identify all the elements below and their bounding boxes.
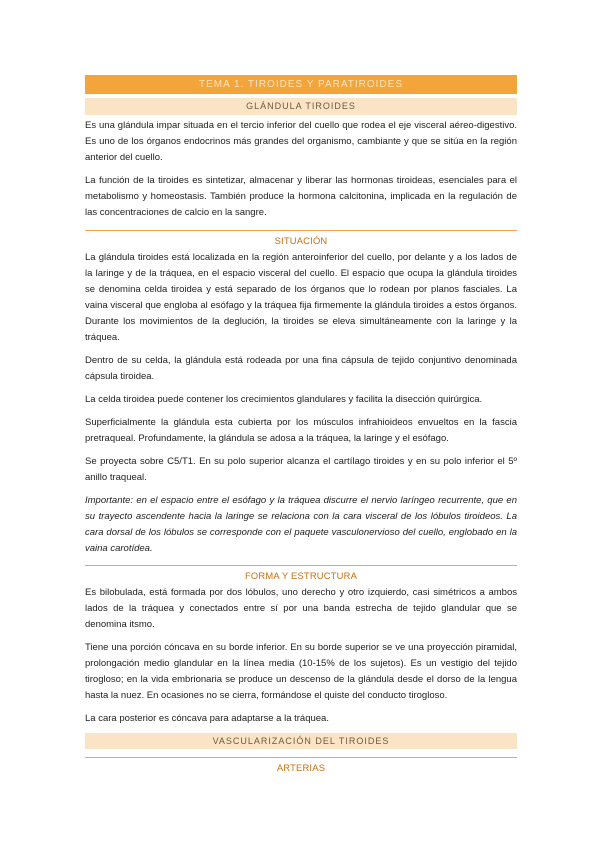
situacion-paragraph-3: La celda tiroidea puede contener los crecimientos glandulares y facilita la disección quirúrgica. [85, 394, 483, 405]
forma-paragraph-1: Es bilobulada, está formada por dos lóbulos, uno derecho y otro izquierdo, casi simétricos a ambos lados de la tráquea y conectados entre sí por una banda estrecha de tejido glandular que se denomina itsmo. [85, 587, 517, 630]
situacion-paragraph-2: Dentro de su celda, la glándula está rodeada por una fina cápsula de tejido conjuntivo denominada cápsula tiroidea. [85, 355, 517, 382]
document-page [85, 75, 517, 776]
intro-paragraph-2: La función de la tiroides es sintetizar, almacenar y liberar las hormonas tiroideas, esenciales para el metabolismo y homeostasis. También produce la hormona calcitonina, implicada en la regulación de las concentraciones de calcio en la sangre. [85, 175, 517, 218]
situacion-paragraph-1: La glándula tiroides está localizada en la región anteroinferior del cuello, por delante y a los lados de la laringe y de la tráquea, en el espacio visceral del cuello. El espacio que ocupa la glándula tiroides se denomina celda tiroidea y está separado de los órganos que lo rodean por planos fasciales. La vaina visceral que engloba al esófago y la tráquea fija firmemente la glándula tiroides a estos órganos. Durante los movimientos de la deglución, la tiroides se eleva simultáneamente con la laringe y la tráquea. [85, 252, 517, 343]
situacion-important-note: Importante: en el espacio entre el esófago y la tráquea discurre el nervio laríngeo recurrente, que en su trayecto ascendente hacia la laringe se relaciona con la cara visceral de los lóbulos tiroideos. La cara dorsal de los lóbulos se corresponde con el paquete vasculonervioso del cuello, englobado en la vaina carotídea. [85, 495, 517, 554]
situacion-paragraph-5: Se proyecta sobre C5/T1. En su polo superior alcanza el cartílago tiroides y en su polo inferior el 5º anillo traqueal. [85, 456, 517, 483]
section-heading-arterias: ARTERIAS [85, 757, 517, 776]
section-heading-forma: FORMA Y ESTRUCTURA [85, 565, 517, 584]
section-heading-vascularizacion: VASCULARIZACIÓN DEL TIROIDES [85, 733, 517, 749]
section-heading-situacion: SITUACIÓN [85, 230, 517, 249]
situacion-paragraph-4: Superficialmente la glándula esta cubierta por los músculos infrahioideos envueltos en la fascia pretraqueal. Profundamente, la glándula se adosa a la tráquea, la laringe y el esófago. [85, 417, 517, 444]
document-title: TEMA 1. TIROIDES Y PARATIROIDES [85, 75, 517, 94]
intro-paragraph-1: Es una glándula impar situada en el tercio inferior del cuello que rodea el eje visceral aéreo-digestivo. Es uno de los órganos endocrinos más grandes del organismo, cambiante y que se sitúa en la región anterior del cuello. [85, 120, 517, 163]
forma-paragraph-3: La cara posterior es cóncava para adaptarse a la tráquea. [85, 713, 329, 724]
document-subtitle: GLÁNDULA TIROIDES [85, 98, 517, 115]
forma-paragraph-2: Tiene una porción cóncava en su borde inferior. En su borde superior se ve una proyección piramidal, prolongación medio glandular en la línea media (10-15% de los sujetos). Es un vestigio del tejido tirogloso; en la vida embrionaria se produce un descenso de la glándula desde el dorso de la lengua hasta la nuez. En ocasiones no se cierra, formándose el quiste del conducto tirogloso. [85, 642, 517, 701]
